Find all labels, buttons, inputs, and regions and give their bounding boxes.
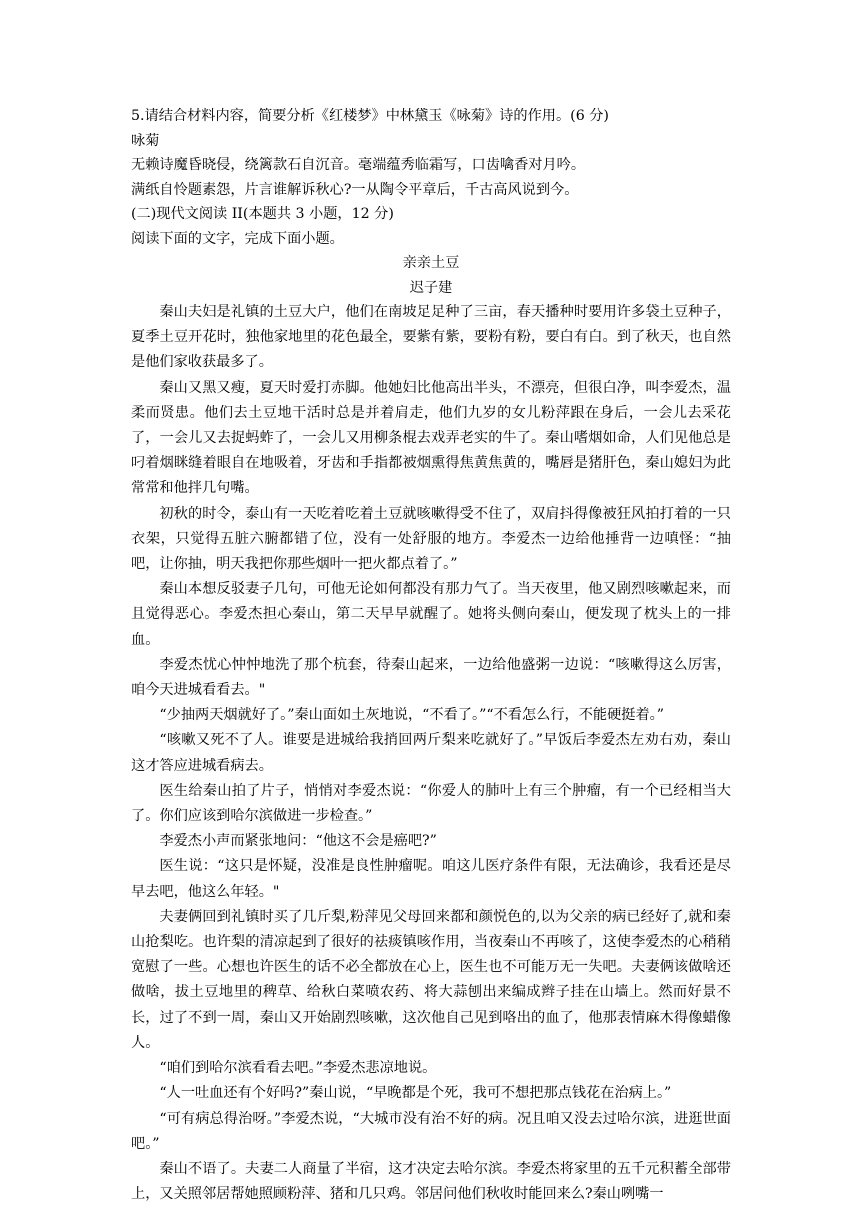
section-instruction: 阅读下面的文字，完成下面小题。 xyxy=(131,230,344,247)
article-author: 迟子建 xyxy=(409,279,453,296)
article-paragraph: 初秋的时令，泰山有一天吃着吃着土豆就咳嗽得受不住了，双肩抖得像被狂风拍打着的一只衣架，只觉得五脏六腑都错了位，没有一处舒服的地方。李爱杰一边给他捶背一边嗔怪：“抽吧，让你抽，明天我把你那些烟叶一把火都点着了。” xyxy=(131,505,731,573)
article-paragraph: 医生给秦山拍了片子，悄悄对李爱杰说：“你爱人的肺叶上有三个肿瘤，有一个已经相当大了。你们应该到哈尔滨做进一步检查。” xyxy=(131,782,731,825)
article-paragraph: 夫妻俩回到礼镇时买了几斤梨,粉萍见父母回来都和颜悦色的,以为父亲的病已经好了,就和秦山抢梨吃。也许梨的清凉起到了很好的祛痰镇咳作用，当夜秦山不再咳了，这使李爱杰的心稍稍宽慰了一些。心想也许医生的话不必全都放在心上，医生也不可能万无一失吧。夫妻俩该做啥还做啥，拔土豆地里的稗草、给秋白菜喷农药、将大蒜刨出来编成辫子挂在山墙上。然而好景不长，过了不到一周，秦山又开始剧烈咳嗽，这次他自己见到咯出的血了，他那表情麻木得像蜡像人。 xyxy=(131,908,731,1051)
article-paragraph: 李爱杰小声而紧张地问：“他这不会是癌吧?” xyxy=(159,833,437,850)
article-paragraph: 秦山又黑又瘦，夏天时爱打赤脚。他她妇比他高出半头，不漂亮，但很白净，叫李爱杰，温柔而贤患。他们去土豆地干活时总是并着肩走，他们九岁的女儿粉萍跟在身后，一会儿去采花了，一会儿又去捉蚂蚱了，一会儿又用柳条棍去戏弄老实的牛了。秦山嗜烟如命，人们见他总是叼着烟眯缝着眼自在地吸着，牙齿和手指都被烟熏得焦黄焦黄的，嘴唇是猪肝色，秦山媳妇为此常常和他拌几句嘴。 xyxy=(131,379,731,497)
article-title: 亲亲土豆 xyxy=(402,255,460,271)
article-paragraph: 李爱杰忧心忡忡地洗了那个杭套，待秦山起来，一边给他盛粥一边说：“咳嗽得这么厉害，咱今天进城看看去。" xyxy=(131,656,731,699)
poem-line-2: 满纸自怜题素怨，片言谁解诉秋心?一从陶令平章后，千古高风说到今。 xyxy=(131,181,579,198)
article-paragraph: 秦山夫妇是礼镇的土豆大户，他们在南坡足足种了三亩，春天播种时要用许多袋土豆种子，夏季土豆开花时，独他家地里的花色最全，要紫有紫，要粉有粉，要白有白。到了秋天，也自然是他们家收获最多了。 xyxy=(131,304,731,371)
article-paragraph: “咱们到哈尔滨看看去吧。”李爱杰悲凉地说。 xyxy=(159,1060,437,1077)
poem-title: 咏菊 xyxy=(131,132,160,149)
question-5: 5.请结合材料内容，简要分析《红楼梦》中林黛玉《咏菊》诗的作用。(6 分) xyxy=(131,108,609,124)
article-paragraph: 秦山本想反驳妻子几句，可他无论如何都没有那力气了。当天夜里，他又剧烈咳嗽起来，而且觉得恶心。李爱杰担心秦山，第二天早早就醒了。她将头侧向秦山，便发现了枕头上的一排血。 xyxy=(131,581,731,648)
section-heading: (二)现代文阅读 II(本题共 3 小题，12 分) xyxy=(131,206,394,222)
poem-line-1: 无赖诗魔昏晓侵，绕篱款石自沉音。毫端蕴秀临霜写，口齿噙香对月吟。 xyxy=(131,157,586,173)
article-paragraph: 秦山不语了。夫妻二人商量了半宿，这才决定去哈尔滨。李爱杰将家里的五千元积蓄全部带上，又关照邻居帮她照顾粉萍、猪和几只鸡。邻居问他们秋收时能回来么?秦山咧嘴一 xyxy=(131,1160,731,1203)
article-paragraph: “咳嗽又死不了人。谁要是进城给我捎回两斤梨来吃就好了。”早饭后李爱杰左劝右劝，秦山这才答应进城看病去。 xyxy=(131,732,731,774)
article-paragraph: “可有病总得治呀。”李爱杰说，“大城市没有治不好的病。况且咱又没去过哈尔滨，进逛世面吧。” xyxy=(131,1110,731,1152)
article-paragraph: “人一吐血还有个好吗?”秦山说，“早晚都是个死，我可不想把那点钱花在治病上。” xyxy=(159,1085,672,1102)
document-content xyxy=(131,104,731,1207)
article-paragraph: 医生说：“这只是怀疑，没准是良性肿瘤呢。咱这儿医疗条件有限，无法确诊，我看还是尽早去吧，他这么年轻。" xyxy=(131,858,731,900)
article-paragraph: “少抽两天烟就好了。”秦山面如土灰地说，“不看了。”“不看怎么行，不能硬挺着。” xyxy=(159,707,664,724)
